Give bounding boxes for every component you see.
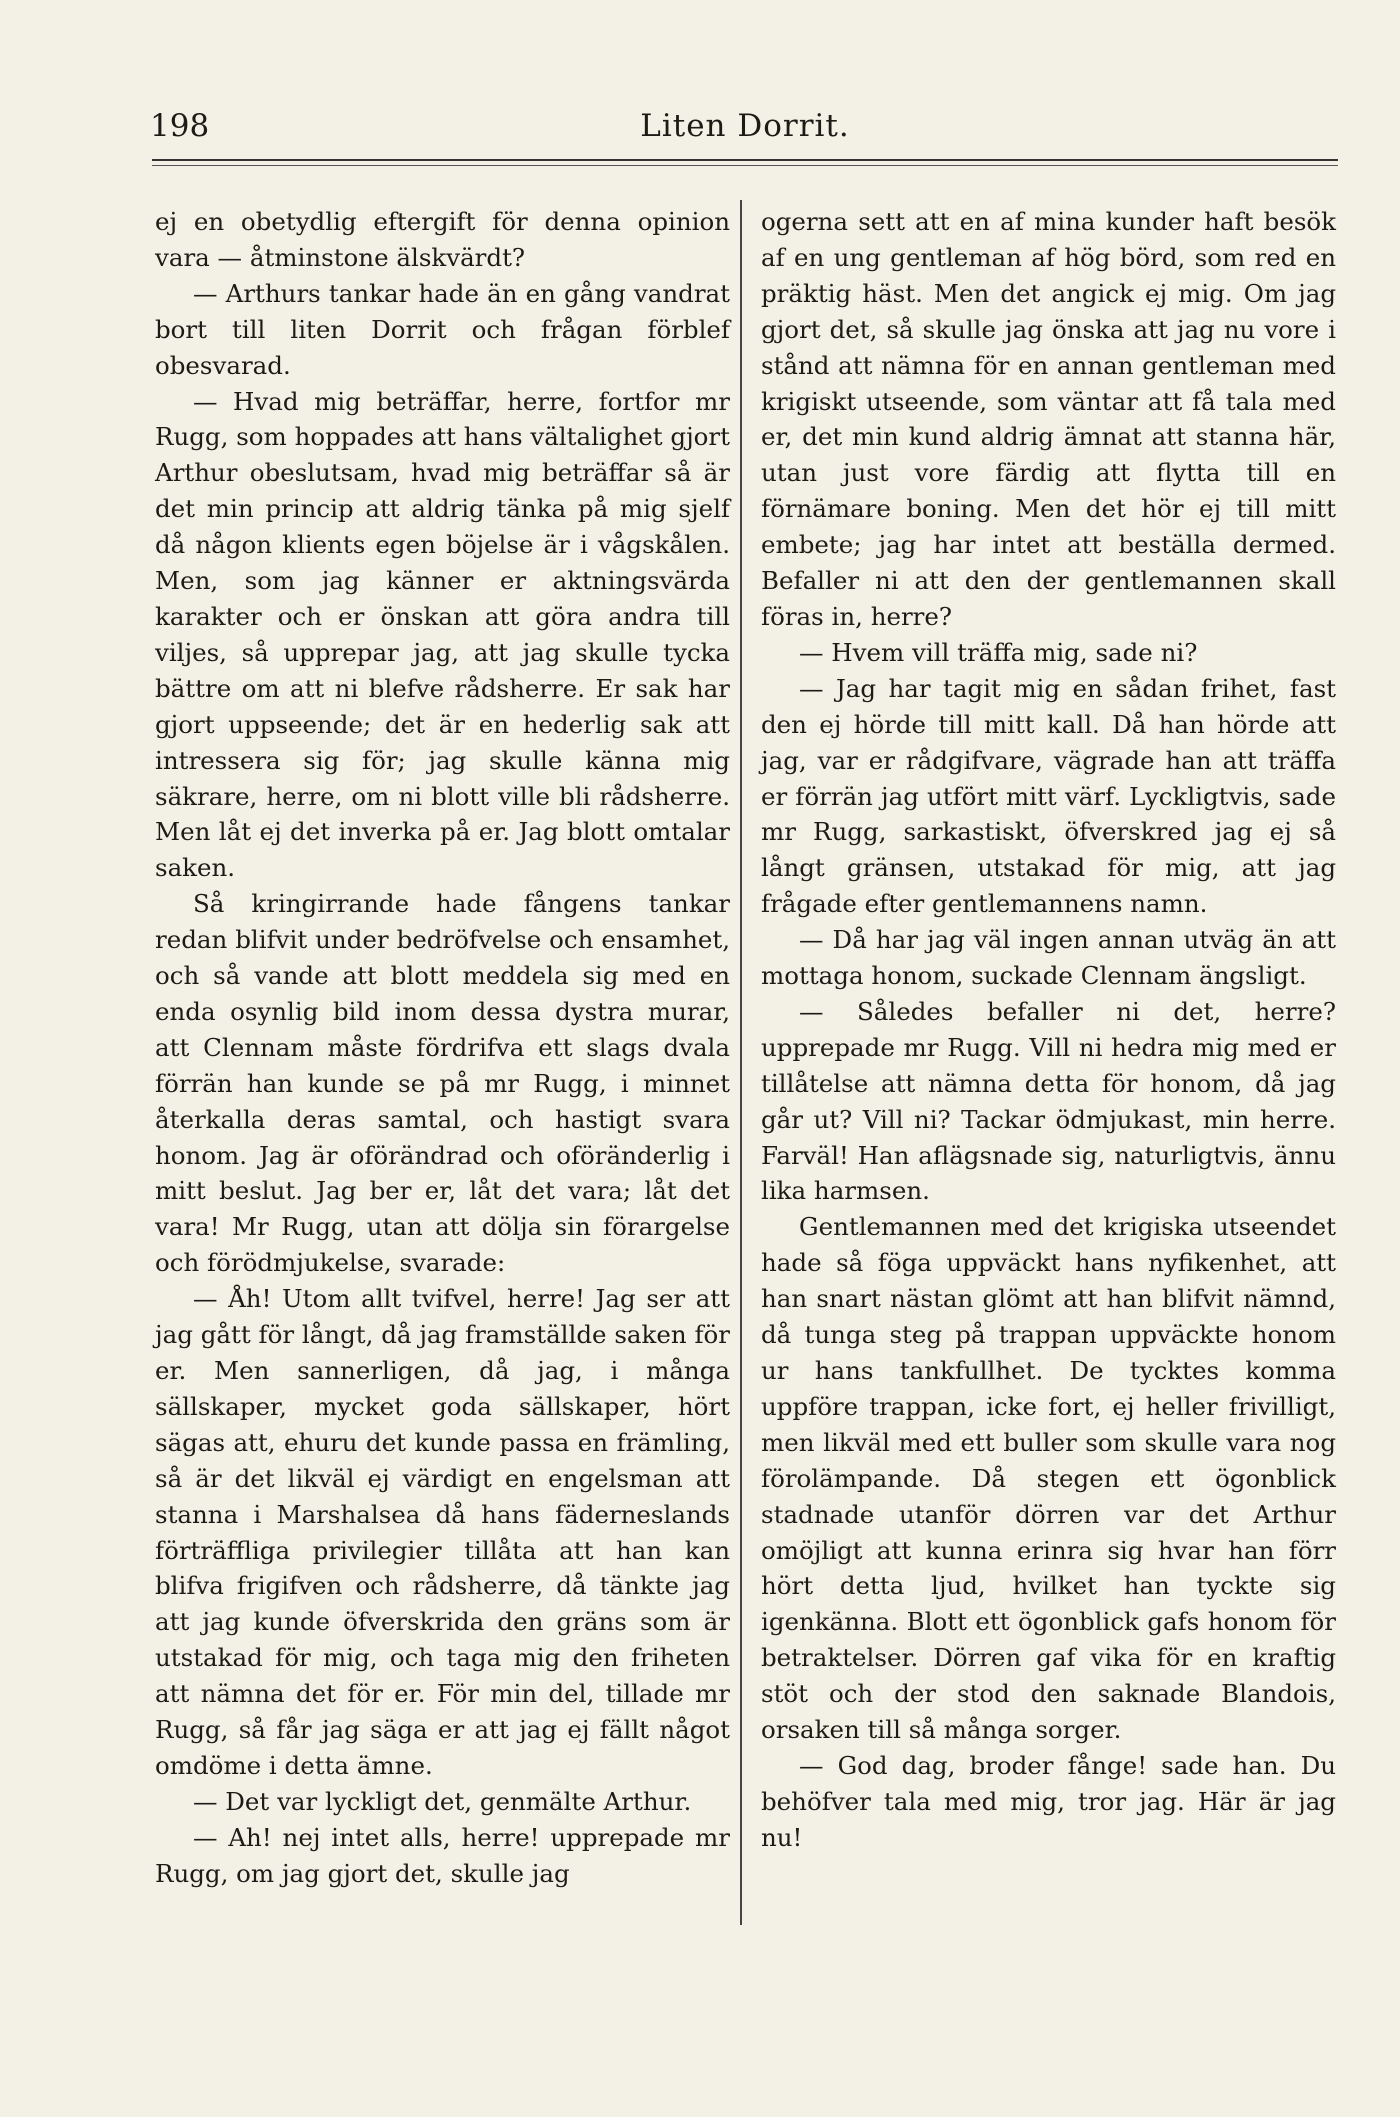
- page-number: 198: [150, 108, 210, 144]
- paragraph: — Således befaller ni det, herre? upprepade mr Rugg. Vill ni hedra mig med er tillåtelse att nämna detta för honom, då jag går ut? Vill ni? Tackar ödmjukast, min herre. Farväl! Han aflägsnade sig, naturligtvis, ännu lika harmsen.: [761, 996, 1336, 1206]
- running-title: Liten Dorrit.: [640, 108, 850, 144]
- column-divider: [740, 200, 742, 1925]
- paragraph: ej en obetydlig eftergift för denna opinion vara — åtminstone älskvärdt?: [155, 207, 730, 272]
- header-rule-thin: [152, 165, 1338, 166]
- paragraph: — Arthurs tankar hade än en gång vandrat bort till liten Dorrit och frågan förblef obesvarad.: [155, 278, 730, 380]
- paragraph: — Det var lyckligt det, genmälte Arthur.: [193, 1786, 692, 1816]
- left-column: [155, 204, 730, 1892]
- paragraph: — God dag, broder fånge! sade han. Du behöfver tala med mig, tror jag. Här är jag nu!: [761, 1750, 1336, 1852]
- paragraph: ogerna sett att en af mina kunder haft besök af en ung gentleman af hög börd, som red en präktig häst. Men det angick ej mig. Om jag gjort det, så skulle jag önska att jag nu vore i stånd att nämna för en annan gentleman med krigiskt utseende, som väntar att få tala med er, det min kund aldrig ämnat att stanna här, utan just vore färdig att flytta till en förnämare boning. Men det hör ej till mitt embete; jag har intet att beställa dermed. Befaller ni att den der gentlemannen skall föras in, herre?: [761, 207, 1336, 631]
- paragraph: — Hvad mig beträffar, herre, fortfor mr Rugg, som hoppades att hans vältalighet gjort Arthur obeslutsam, hvad mig beträffar så är det min princip att aldrig tänka på mig sjelf då någon klients egen böjelse är i vågskålen. Men, som jag känner er aktningsvärda karakter och er önskan att göra andra till viljes, så upprepar jag, att jag skulle tycka bättre om att ni blefve rådsherre. Er sak har gjort uppseende; det är en hederlig sak att intressera sig för; jag skulle känna mig säkrare, herre, om ni blott ville bli rådsherre. Men låt ej det inverka på er. Jag blott omtalar saken.: [155, 386, 730, 883]
- paragraph: — Åh! Utom allt tvifvel, herre! Jag ser att jag gått för långt, då jag framställde saken för er. Men sannerligen, då jag, i många sällskaper, mycket goda sällskaper, hört sägas att, ehuru det kunde passa en främling, så är det likväl ej värdigt en engelsman att stanna i Marshalsea då hans fäderneslands förträffliga privilegier tillåta att han kan blifva frigifven och rådsherre, då tänkte jag att jag kunde öfverskrida den gräns som är utstakad för mig, och taga mig den friheten att nämna det för er. För min del, tillade mr Rugg, så får jag säga er att jag ej fällt något omdöme i detta ämne.: [155, 1284, 730, 1780]
- paragraph: Gentlemannen med det krigiska utseendet hade så föga uppväckt hans nyfikenhet, att han snart nästan glömt att han blifvit nämnd, då tunga steg på trappan uppväckte honom ur hans tankfullhet. De tycktes komma uppföre trappan, icke fort, ej heller frivilligt, men likväl med ett buller som skulle vara nog förolämpande. Då stegen ett ögonblick stadnade utanför dörren var det Arthur omöjligt att kunna erinra sig hvar han förr hört detta ljud, hvilket han tyckte sig igenkänna. Blott ett ögonblick gafs honom för betraktelser. Dörren gaf vika för en kraftig stöt och der stod den saknade Blandois, orsaken till så många sorger.: [761, 1212, 1336, 1745]
- paragraph: — Hvem vill träffa mig, sade ni?: [799, 637, 1198, 667]
- paragraph: Så kringirrande hade fångens tankar redan blifvit under bedröfvelse och ensamhet, och så vande att blott meddela sig med en enda osynlig bild inom dessa dystra murar, att Clennam måste fördrifva ett slags dvala förrän han kunde se på mr Rugg, i minnet återkalla deras samtal, och hastigt svara honom. Jag är oförändrad och oföränderlig i mitt beslut. Jag ber er, låt det vara; låt det vara! Mr Rugg, utan att dölja sin förargelse och förödmjukelse, svarade:: [155, 889, 730, 1278]
- right-column: [761, 204, 1336, 1856]
- header-rule: [152, 159, 1338, 161]
- paragraph: — Då har jag väl ingen annan utväg än att mottaga honom, suckade Clennam ängsligt.: [761, 925, 1336, 991]
- paragraph: — Ah! nej intet alls, herre! upprepade mr Rugg, om jag gjort det, skulle jag: [155, 1822, 730, 1888]
- paragraph: — Jag har tagit mig en sådan frihet, fast den ej hörde till mitt kall. Då han hörde att jag, var er rådgifvare, vägrade han att träffa er förrän jag utfört mitt värf. Lyckligtvis, sade mr Rugg, sarkastiskt, öfverskred jag ej så långt gränsen, utstakad för mig, att jag frågade efter gentlemannens namn.: [761, 673, 1336, 919]
- page-header: [150, 108, 1340, 152]
